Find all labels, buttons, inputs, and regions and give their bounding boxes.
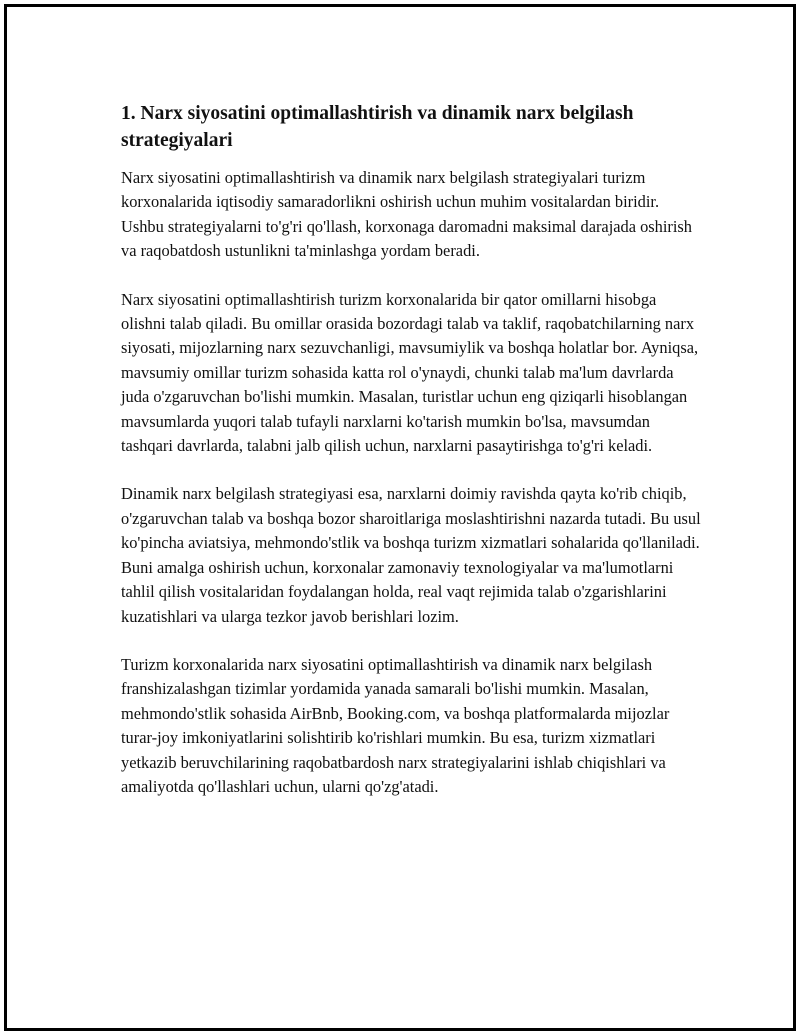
paragraph-3: Dinamik narx belgilash strategiyasi esa, narxlarni doimiy ravishda qayta ko'rib chiqib, o'zgaruvchan talab va boshqa bozor sharoitlariga moslashtirishni nazarda tutadi. Bu usul ko'pincha aviatsiya, mehmondo'stlik va boshqa turizm xizmatlari sohalarida qo'llaniladi. Buni amalga oshirish uchun, korxonalar zamonaviy texnologiyalar va ma'lumotlarni tahlil qilish vositalaridan foydalangan holda, real vaqt rejimida talab o'zgarishlarini kuzatishlari va ularga tezkor javob berishlari lozim. bbox=[121, 484, 701, 626]
document-body bbox=[121, 100, 701, 823]
paragraph-2: Narx siyosatini optimallashtirish turizm korxonalarida bir qator omillarni hisobga olishni talab qiladi. Bu omillar orasida bozordagi talab va taklif, raqobatchilarning narx siyosati, mijozlarning narx sezuvchanligi, mavsumiylik va boshqa holatlar bor. Ayniqsa, mavsumiy omillar turizm sohasida katta rol o'ynaydi, chunki talab ma'lum davrlarda juda o'zgaruvchan bo'lishi mumkin. Masalan, turistlar uchun eng qiziqarli hisoblangan mavsumlarda yuqori talab tufayli narxlarni ko'tarish mumkin bo'lsa, mavsumdan tashqari davrlarda, talabni jalb qilish uchun, narxlarni pasaytirishga to'g'ri keladi. bbox=[121, 289, 699, 456]
paragraph-4: Turizm korxonalarida narx siyosatini optimallashtirish va dinamik narx belgilash franshizalashgan tizimlar yordamida yanada samarali bo'lishi mumkin. Masalan, mehmondo'stlik sohasida AirBnb, Booking.com, va boshqa platformalarda mijozlar turar-joy imkoniyatlarini solishtirib ko'rishlari mumkin. Bu esa, turizm xizmatlari yetkazib beruvchilarining raqobatbardosh narx strategiyalarini ishlab chiqishlari va amaliyotda qo'llashlari uchun, ularni qo'zg'atadi. bbox=[121, 654, 670, 796]
paragraph-1: Narx siyosatini optimallashtirish va dinamik narx belgilash strategiyalari turizm korxonalarida iqtisodiy samaradorlikni oshirish uchun muhim vositalardan biridir. Ushbu strategiyalarni to'g'ri qo'llash, korxonaga daromadni maksimal darajada oshirish va raqobatdosh ustunlikni ta'minlashga yordam beradi. bbox=[121, 168, 693, 261]
section-heading: 1. Narx siyosatini optimallashtirish va dinamik narx belgilash strategiyalari bbox=[121, 103, 634, 151]
page-frame bbox=[4, 4, 796, 1031]
